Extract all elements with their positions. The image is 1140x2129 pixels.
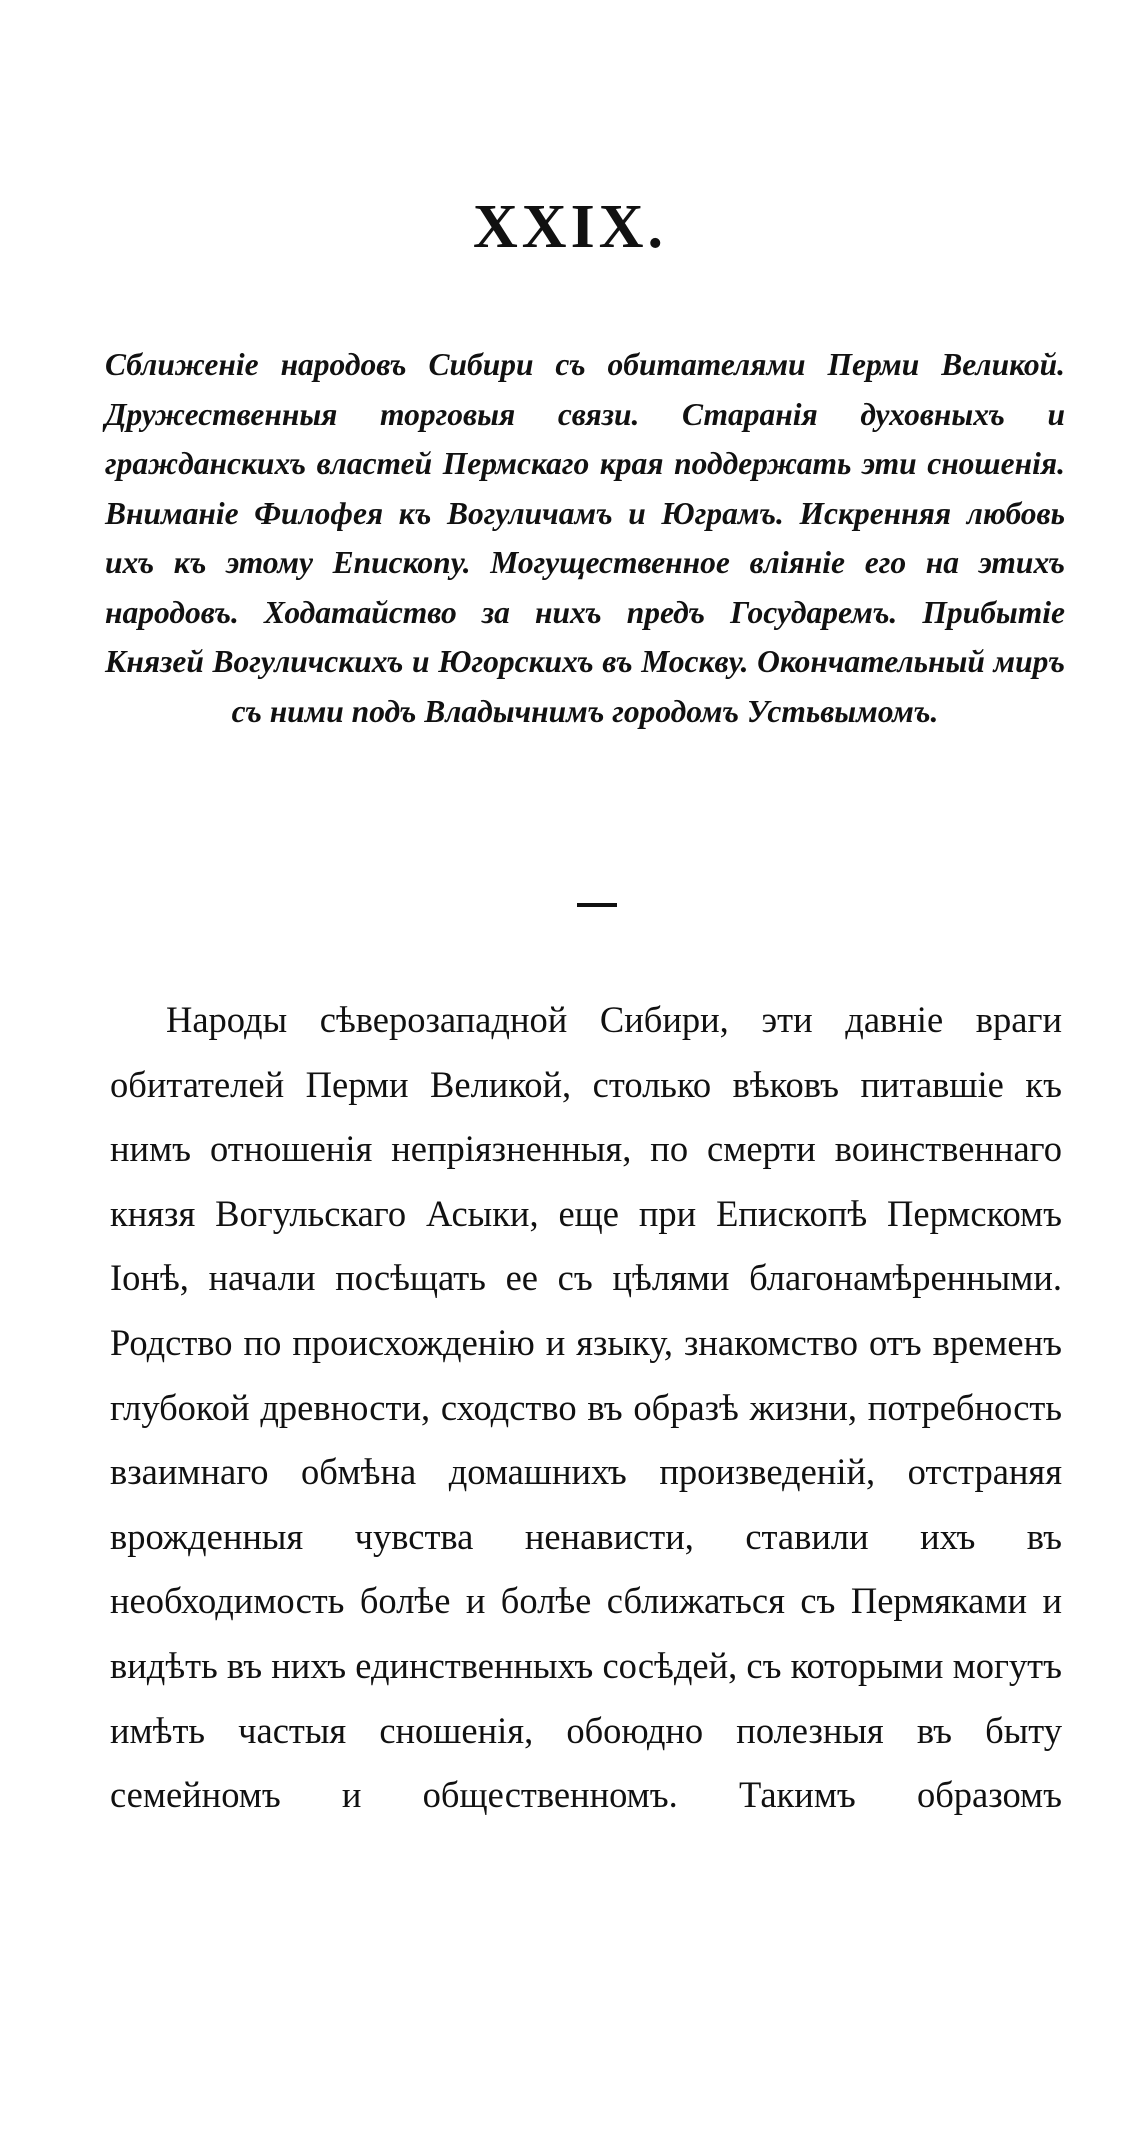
chapter-number: XXIX. (473, 193, 667, 261)
section-divider (577, 903, 617, 907)
chapter-summary: Сближенiе народовъ Сибири съ обитателями Перми Великой. Дружественныя торговыя связи. Старанiя духовныхъ и гражданскихъ властей Пермскаго края поддержать эти сношенiя. Вниманiе Филофея къ Вогуличамъ и Юграмъ. Искренняя любовь ихъ къ этому Епископу. Могущественное влiянiе его на этихъ народовъ. Ходатайство за нихъ предъ Государемъ. Прибытiе Князей Вогуличскихъ и Югорскихъ въ Москву. Окончательный миръ съ ними подъ Владычнимъ городомъ Устьвымомъ. (105, 347, 1065, 729)
body-paragraph: Народы сѣверозападной Сибири, эти давнiе враги обитателей Перми Великой, столько вѣковъ питавшiе къ нимъ отношенiя непрiязненныя, по смерти воинственнаго князя Вогульскаго Асыки, еще при Епископѣ Пермскомъ Iонѣ, начали посѣщать ее съ цѣлями благонамѣренными. Родство по происхожденiю и языку, знакомство отъ временъ глубокой древности, сходство въ образѣ жизни, потребность взаимнаго обмѣна домашнихъ произведенiй, отстраняя врожденныя чувства ненависти, ставили ихъ въ необходимость болѣе и болѣе сближаться съ Пермяками и видѣть въ нихъ единственныхъ сосѣдей, съ которыми могутъ имѣть частыя сношенiя, обоюдно полезныя въ быту семейномъ и общественномъ. Такимъ образомъ (110, 999, 1062, 1816)
